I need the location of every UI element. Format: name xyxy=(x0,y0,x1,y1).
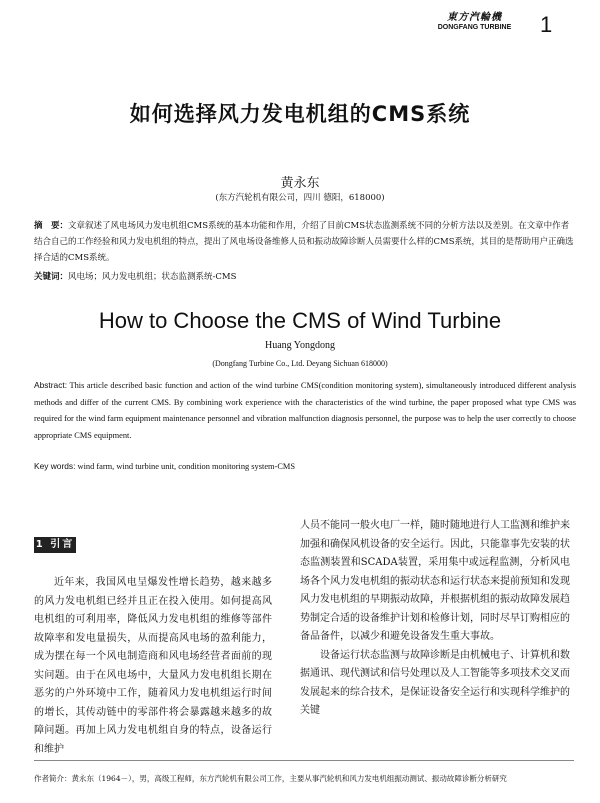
publisher-logo xyxy=(422,8,527,31)
title-english: How to Choose the CMS of Wind Turbine xyxy=(98,308,502,333)
abstract-chinese-label: 摘 要： xyxy=(34,221,69,231)
abstract-english xyxy=(34,377,576,444)
abstract-chinese xyxy=(34,218,574,266)
logo-chinese: 東方汽輪機 xyxy=(447,12,502,23)
page-number: 1 xyxy=(540,12,553,37)
affiliation-chinese: (东方汽轮机有限公司，四川 德阳，618000) xyxy=(215,193,385,203)
keywords-chinese-label: 关键词： xyxy=(34,272,69,282)
title-chinese: 如何选择风力发电机组的CMS系统 xyxy=(129,102,471,126)
body-column-left xyxy=(34,574,272,759)
keywords-english-label: Key words: xyxy=(34,461,76,471)
keywords-english-text: wind farm, wind turbine unit, condition monitoring system-CMS xyxy=(77,462,296,471)
body-paragraph: 近年来，我国风电呈爆发性增长趋势，越来越多的风力发电机组已经并且正在投入使用。如何提高风电机组的可利用率，降低风力发电机组的维修等部件故障率和发电量损失，从而提高风电场的盈利能力，成为摆在每一个风电制造商和风电场经营者面前的现实问题。由于在风电场中，大量风力发电机组长期在恶劣的户外环境中工作，随着风力发电机组运行时间的增长，其传动链中的零部件将会暴露越来越多的故障问题。再加上风力发电机组自身的特点，设备运行和维护 xyxy=(34,577,272,755)
author-chinese: 黄永东 xyxy=(280,176,320,191)
footnote-divider xyxy=(34,760,574,761)
abstract-chinese-text: 文章叙述了风电场风力发电机组CMS系统的基本功能和作用，介绍了目前CMS状态监测系统不同的分析方法以及差别。在文章中作者结合自己的工作经验和风力发电机组的特点，提出了风电场设备维修人员和振动故障诊断人员需要什么样的CMS系统，其目的是帮助用户正确选择合适的CMS系统。 xyxy=(34,221,574,263)
author-english: Huang Yongdong xyxy=(264,340,335,351)
body-column-right xyxy=(300,517,570,721)
keywords-chinese-text: 风电场；风力发电机组；状态监测系统-CMS xyxy=(68,272,237,282)
abstract-english-label: Abstract: xyxy=(34,380,68,390)
section-heading-introduction: 1 引言 xyxy=(34,537,76,553)
logo-english: DONGFANG TURBINE xyxy=(437,24,512,31)
body-paragraph: 人员不能同一般火电厂一样，随时随地进行人工监测和维护来加强和确保风机设备的安全运行。因此，只能靠事先安装的状态监测装置和SCADA装置，采用集中或远程监测，分析风电场各个风力发电机组的振动状态和运行状态来提前预知和发现风力发电机组的早期振动故障，并根据机组的振动故障发展趋势制定合适的设备维护计划和检修计划，同时尽早订购相应的备品备件，以减少和避免设备发生重大事故。 xyxy=(300,520,570,642)
keywords-english xyxy=(34,461,576,471)
affiliation-english: (Dongfang Turbine Co., Ltd. Deyang Sichuan 618000) xyxy=(212,359,388,368)
body-paragraph: 设备运行状态监测与故障诊断是由机械电子、计算机和数据通讯、现代测试和信号处理以及人工智能等多项技术交叉而发展起来的综合技术，是保证设备安全运行和实现科学维护的关键 xyxy=(300,649,570,716)
abstract-english-text: This article described basic function and action of the wind turbine CMS(condition monitoring system), simultaneously introduced different analysis methods and differ of the current CMS. By combining work experience with the characteristics of the wind turbine, the paper proposed what type CMS was required for the wind farm equipment maintenance personnel and vibration malfunction diagnosis personnel, the purpose was to help the user correctly to choose appropriate CMS equipment. xyxy=(34,381,576,440)
author-footnote: 作者简介：黄永东（1964－），男，高级工程师，东方汽轮机有限公司工作，主要从事汽轮机和风力发电机组振动测试、振动故障诊断分析研究 xyxy=(34,774,507,783)
keywords-chinese xyxy=(34,270,574,282)
